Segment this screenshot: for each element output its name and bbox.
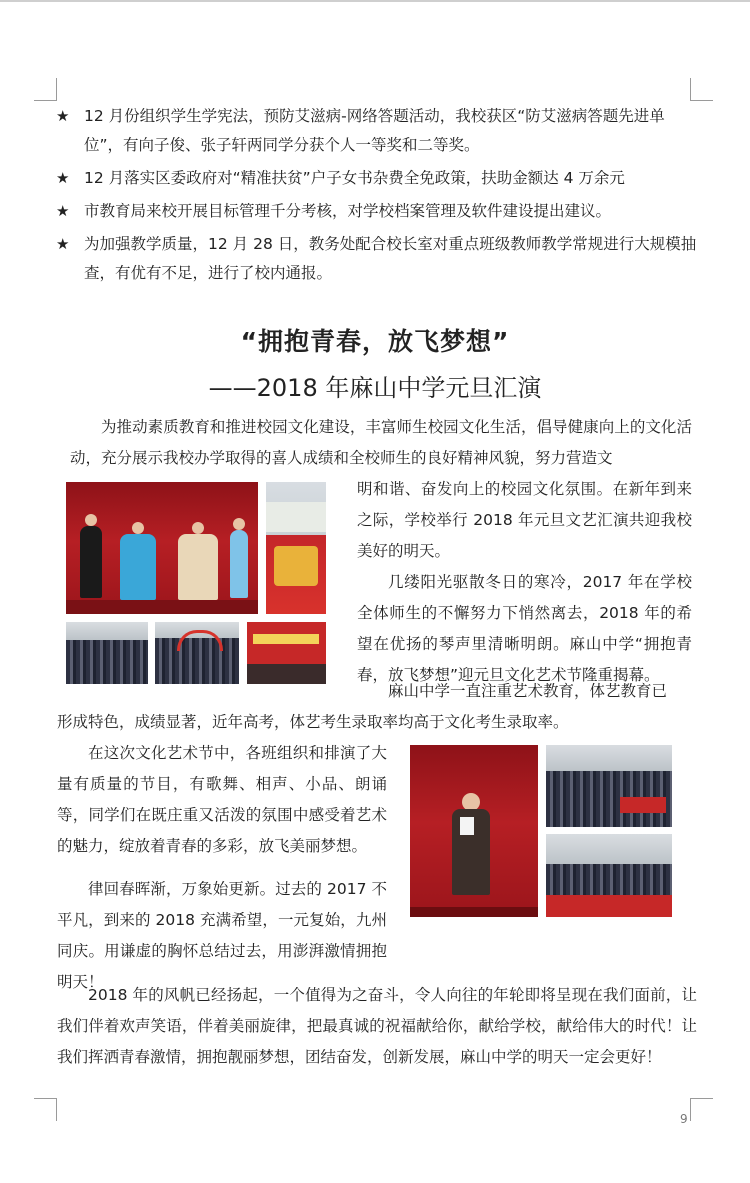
campus-gate-photo [266,482,326,614]
star-icon: ★ [56,169,70,187]
stage-performance-photo [66,482,258,614]
audience-photo-3 [546,745,672,827]
paragraph-1: 为推动素质教育和推进校园文化建设，丰富师生校园文化生活，倡导健康向上的文化活动，充分展示我校办学取得的喜人成绩和全校师生的良好精神风貌，努力营造文 [70,418,692,467]
paragraph-2: 几缕阳光驱散冬日的寒冷，2017 年在学校全体师生的不懈努力下悄然离去，2018 年的希望在优扬的琴声里清晰明朗。麻山中学“拥抱青春，放飞梦想”迎元旦文化艺术节隆重揭幕。 [357,573,692,684]
bullet-text: 12 月份组织学生学宪法，预防艾滋病-网络答题活动，我校获区“防艾滋病答题先进单位”，有向子俊、张子轩两同学分获个人一等奖和二等奖。 [84,107,665,154]
page-number: 9 [680,1112,688,1126]
bullet-text: 12 月落实区委政府对“精准扶贫”户子女书杂费全免政策，扶助金额达 4 万余元 [84,169,625,187]
bullet-item [56,102,701,160]
paragraph-5: 律回春晖渐，万象始更新。过去的 2017 不平凡，到来的 2018 充满希望，一元复始，九州同庆。用谦虚的胸怀总结过去，用澎湃激情拥抱明天！ [57,880,387,991]
paragraph-4: 在这次文化艺术节中，各班组织和排演了大量有质量的节目，有歌舞、相声、小品、朗诵等，同学们在既庄重又活泼的氛围中感受着艺术的魅力，绽放着青春的多彩，放飞美丽梦想。 [57,744,387,855]
star-icon: ★ [56,107,70,125]
bullet-item [56,197,701,226]
crop-mark-bottom-left [34,1098,57,1121]
article-title: “拥抱青春，放飞梦想” [240,327,510,356]
crop-mark-bottom-right [690,1098,713,1121]
bullet-item [56,230,701,288]
stage-banner-photo [247,622,326,684]
audience-photo-4 [546,834,672,917]
article-subtitle: ——2018 年麻山中学元旦汇演 [208,374,542,402]
star-icon: ★ [56,235,70,253]
bullet-item [56,164,701,193]
news-bullet-list [56,102,701,292]
paragraph-6: 2018 年的风帆已经扬起，一个值得为之奋斗，令人向往的年轮即将呈现在我们面前，让我们伴着欢声笑语，伴着美丽旋律，把最真诚的祝福献给你，献给学校，献给伟大的时代！让我们挥洒青春激情，拥抱靓丽梦想，团结奋发，创新发展，麻山中学的明天一定会更好！ [57,986,697,1066]
star-icon: ★ [56,202,70,220]
paragraph-1-continued: 明和谐、奋发向上的校园文化氛围。在新年到来之际，学校举行 2018 年元旦文艺汇演共迎我校美好的明天。 [357,480,692,560]
paragraph-3-start: 麻山中学一直注重艺术教育，体艺教育已 [388,682,668,700]
bullet-text: 为加强教学质量，12 月 28 日，教务处配合校长室对重点班级教师教学常规进行大规模抽查，有优有不足，进行了校内通报。 [84,235,697,282]
top-border-line [0,0,750,2]
crop-mark-top-left [34,78,57,101]
crop-mark-top-right [690,78,713,101]
speaker-photo [410,745,538,917]
audience-photo-1 [66,622,148,684]
bullet-text: 市教育局来校开展目标管理千分考核，对学校档案管理及软件建设提出建议。 [84,202,612,220]
paragraph-3-end: 形成特色，成绩显著，近年高考，体艺考生录取率均高于文化考生录取率。 [57,713,569,731]
audience-photo-2 [155,622,239,684]
